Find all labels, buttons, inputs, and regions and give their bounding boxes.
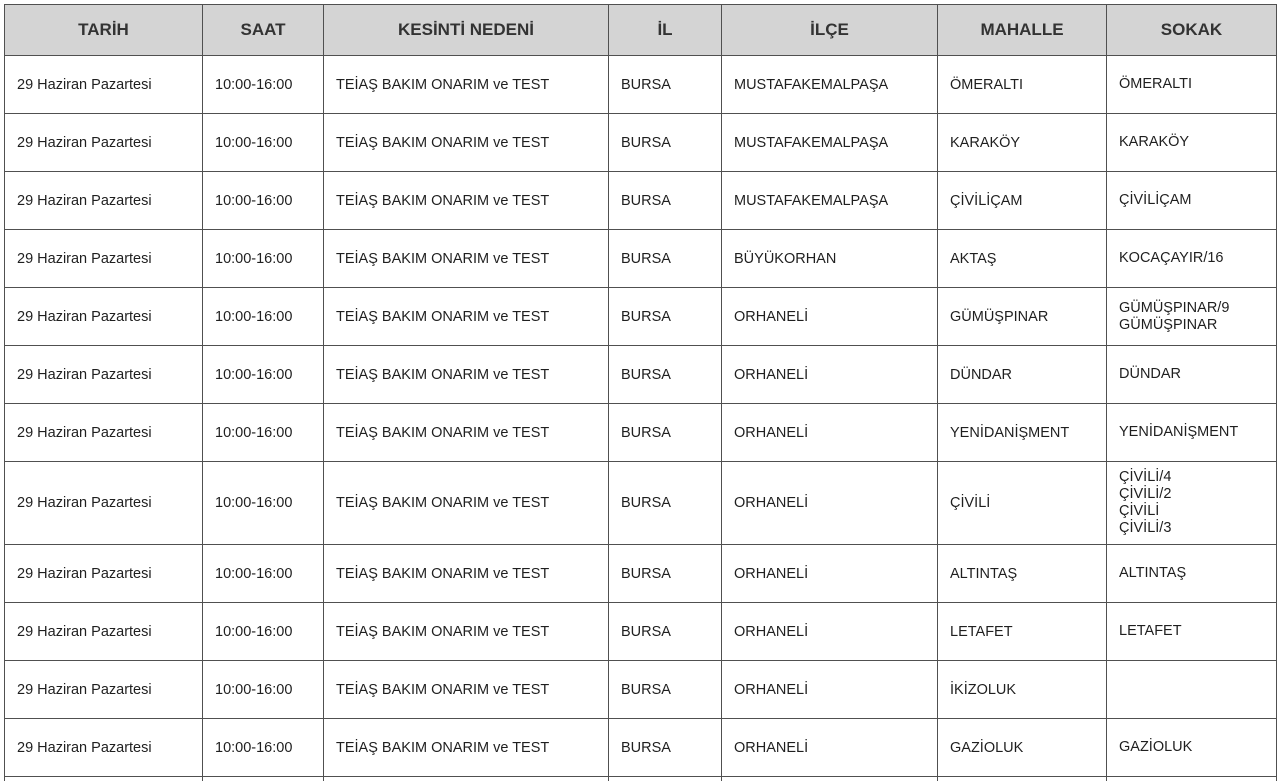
cell-kesinti-nedeni: TEİAŞ BAKIM ONARIM ve TEST: [324, 114, 609, 172]
cell-saat: 10:00-16:00: [203, 288, 324, 346]
table-row-partial: [5, 777, 1277, 781]
sokak-lines: [1119, 623, 1182, 640]
cell-tarih: 29 Haziran Pazartesi: [5, 56, 203, 114]
cell-ilce: MUSTAFAKEMALPAŞA: [722, 172, 938, 230]
cell-sokak: [1107, 230, 1277, 288]
sokak-line: LETAFET: [1119, 623, 1182, 639]
sokak-lines: [1119, 300, 1229, 334]
cell-il: BURSA: [609, 719, 722, 777]
partial-row-cell: [722, 777, 938, 781]
cell-tarih: 29 Haziran Pazartesi: [5, 230, 203, 288]
sokak-line: ÇİVİLİ/2: [1119, 486, 1172, 502]
partial-row-cell: [324, 777, 609, 781]
cell-mahalle: ÖMERALTI: [938, 56, 1107, 114]
cell-tarih: 29 Haziran Pazartesi: [5, 462, 203, 545]
cell-ilce: ORHANELİ: [722, 661, 938, 719]
cell-mahalle: İKİZOLUK: [938, 661, 1107, 719]
cell-il: BURSA: [609, 172, 722, 230]
sokak-lines: [1119, 250, 1224, 267]
cell-saat: 10:00-16:00: [203, 603, 324, 661]
cell-sokak: [1107, 288, 1277, 346]
sokak-line: ÖMERALTI: [1119, 76, 1193, 92]
cell-mahalle: GAZİOLUK: [938, 719, 1107, 777]
cell-kesinti-nedeni: TEİAŞ BAKIM ONARIM ve TEST: [324, 346, 609, 404]
outage-table: [4, 4, 1277, 781]
sokak-lines: [1119, 76, 1192, 93]
cell-sokak: [1107, 462, 1277, 545]
partial-row-cell: [1107, 777, 1277, 781]
cell-tarih: 29 Haziran Pazartesi: [5, 172, 203, 230]
cell-sokak: [1107, 346, 1277, 404]
sokak-lines: [1119, 469, 1171, 537]
cell-ilce: ORHANELİ: [722, 346, 938, 404]
cell-mahalle: ALTINTAŞ: [938, 545, 1107, 603]
cell-ilce: ORHANELİ: [722, 719, 938, 777]
table-row: [5, 603, 1277, 661]
sokak-line: GÜMÜŞPINAR/9: [1119, 299, 1230, 316]
cell-il: BURSA: [609, 56, 722, 114]
sokak-line: ÇİVİLİÇAM: [1119, 192, 1192, 208]
cell-mahalle: YENİDANİŞMENT: [938, 404, 1107, 462]
cell-saat: 10:00-16:00: [203, 545, 324, 603]
table-row: [5, 172, 1277, 230]
cell-mahalle: AKTAŞ: [938, 230, 1107, 288]
cell-saat: 10:00-16:00: [203, 230, 324, 288]
cell-il: BURSA: [609, 545, 722, 603]
sokak-line: YENİDANİŞMENT: [1119, 424, 1239, 440]
column-header-il: İL: [609, 5, 722, 56]
cell-kesinti-nedeni: TEİAŞ BAKIM ONARIM ve TEST: [324, 404, 609, 462]
sokak-line: KARAKÖY: [1119, 134, 1190, 150]
cell-ilce: ORHANELİ: [722, 462, 938, 545]
cell-ilce: ORHANELİ: [722, 404, 938, 462]
cell-ilce: ORHANELİ: [722, 603, 938, 661]
cell-saat: 10:00-16:00: [203, 56, 324, 114]
table-row: [5, 288, 1277, 346]
cell-saat: 10:00-16:00: [203, 172, 324, 230]
table-row: [5, 56, 1277, 114]
partial-row-cell: [938, 777, 1107, 781]
cell-sokak: [1107, 719, 1277, 777]
cell-kesinti-nedeni: TEİAŞ BAKIM ONARIM ve TEST: [324, 56, 609, 114]
partial-row-cell: [203, 777, 324, 781]
sokak-lines: [1119, 739, 1192, 756]
sokak-line: DÜNDAR: [1119, 366, 1182, 382]
cell-mahalle: ÇİVİLİ: [938, 462, 1107, 545]
sokak-line: ÇİVİLİ: [1119, 503, 1160, 519]
column-header-tarih: TARİH: [5, 5, 203, 56]
cell-mahalle: GÜMÜŞPINAR: [938, 288, 1107, 346]
cell-tarih: 29 Haziran Pazartesi: [5, 661, 203, 719]
cell-kesinti-nedeni: TEİAŞ BAKIM ONARIM ve TEST: [324, 719, 609, 777]
cell-il: BURSA: [609, 230, 722, 288]
column-header-mahalle: MAHALLE: [938, 5, 1107, 56]
column-header-ilce: İLÇE: [722, 5, 938, 56]
partial-row-cell: [5, 777, 203, 781]
cell-il: BURSA: [609, 114, 722, 172]
cell-saat: 10:00-16:00: [203, 114, 324, 172]
cell-ilce: BÜYÜKORHAN: [722, 230, 938, 288]
cell-tarih: 29 Haziran Pazartesi: [5, 719, 203, 777]
table-row: [5, 661, 1277, 719]
cell-saat: 10:00-16:00: [203, 719, 324, 777]
cell-mahalle: DÜNDAR: [938, 346, 1107, 404]
cell-mahalle: KARAKÖY: [938, 114, 1107, 172]
cell-sokak: [1107, 114, 1277, 172]
table-row: [5, 114, 1277, 172]
cell-ilce: ORHANELİ: [722, 288, 938, 346]
cell-tarih: 29 Haziran Pazartesi: [5, 603, 203, 661]
cell-il: BURSA: [609, 603, 722, 661]
column-header-saat: SAAT: [203, 5, 324, 56]
cell-kesinti-nedeni: TEİAŞ BAKIM ONARIM ve TEST: [324, 230, 609, 288]
cell-ilce: MUSTAFAKEMALPAŞA: [722, 114, 938, 172]
cell-sokak: [1107, 404, 1277, 462]
cell-kesinti-nedeni: TEİAŞ BAKIM ONARIM ve TEST: [324, 172, 609, 230]
table-row: [5, 462, 1277, 545]
cell-kesinti-nedeni: TEİAŞ BAKIM ONARIM ve TEST: [324, 462, 609, 545]
cell-tarih: 29 Haziran Pazartesi: [5, 288, 203, 346]
table-row: [5, 404, 1277, 462]
cell-sokak: [1107, 545, 1277, 603]
cell-tarih: 29 Haziran Pazartesi: [5, 545, 203, 603]
sokak-lines: [1119, 134, 1189, 151]
column-header-kesinti-nedeni: KESİNTİ NEDENİ: [324, 5, 609, 56]
table-row: [5, 719, 1277, 777]
cell-il: BURSA: [609, 288, 722, 346]
cell-saat: 10:00-16:00: [203, 346, 324, 404]
cell-ilce: ORHANELİ: [722, 545, 938, 603]
cell-saat: 10:00-16:00: [203, 661, 324, 719]
sokak-line: KOCAÇAYIR/16: [1119, 250, 1224, 266]
cell-sokak: [1107, 661, 1277, 719]
sokak-line: ÇİVİLİ/4: [1119, 469, 1172, 485]
cell-saat: 10:00-16:00: [203, 462, 324, 545]
sokak-lines: [1119, 424, 1238, 441]
cell-il: BURSA: [609, 462, 722, 545]
table-header-row: [5, 5, 1277, 56]
cell-sokak: [1107, 56, 1277, 114]
cell-il: BURSA: [609, 346, 722, 404]
cell-mahalle: ÇİVİLİÇAM: [938, 172, 1107, 230]
cell-tarih: 29 Haziran Pazartesi: [5, 346, 203, 404]
sokak-line: GAZİOLUK: [1119, 739, 1193, 755]
sokak-lines: [1119, 366, 1181, 383]
partial-row-cell: [609, 777, 722, 781]
cell-il: BURSA: [609, 661, 722, 719]
cell-ilce: MUSTAFAKEMALPAŞA: [722, 56, 938, 114]
cell-kesinti-nedeni: TEİAŞ BAKIM ONARIM ve TEST: [324, 661, 609, 719]
table-row: [5, 545, 1277, 603]
cell-tarih: 29 Haziran Pazartesi: [5, 114, 203, 172]
cell-kesinti-nedeni: TEİAŞ BAKIM ONARIM ve TEST: [324, 288, 609, 346]
sokak-line: ALTINTAŞ: [1119, 565, 1187, 581]
column-header-sokak: SOKAK: [1107, 5, 1277, 56]
cell-tarih: 29 Haziran Pazartesi: [5, 404, 203, 462]
cell-il: BURSA: [609, 404, 722, 462]
sokak-lines: [1119, 565, 1186, 582]
table-row: [5, 230, 1277, 288]
cell-kesinti-nedeni: TEİAŞ BAKIM ONARIM ve TEST: [324, 545, 609, 603]
table-row: [5, 346, 1277, 404]
sokak-line: ÇİVİLİ/3: [1119, 520, 1172, 536]
cell-saat: 10:00-16:00: [203, 404, 324, 462]
cell-kesinti-nedeni: TEİAŞ BAKIM ONARIM ve TEST: [324, 603, 609, 661]
sokak-lines: [1119, 192, 1192, 209]
cell-sokak: [1107, 603, 1277, 661]
cell-sokak: [1107, 172, 1277, 230]
cell-mahalle: LETAFET: [938, 603, 1107, 661]
sokak-line: GÜMÜŞPINAR: [1119, 316, 1218, 333]
